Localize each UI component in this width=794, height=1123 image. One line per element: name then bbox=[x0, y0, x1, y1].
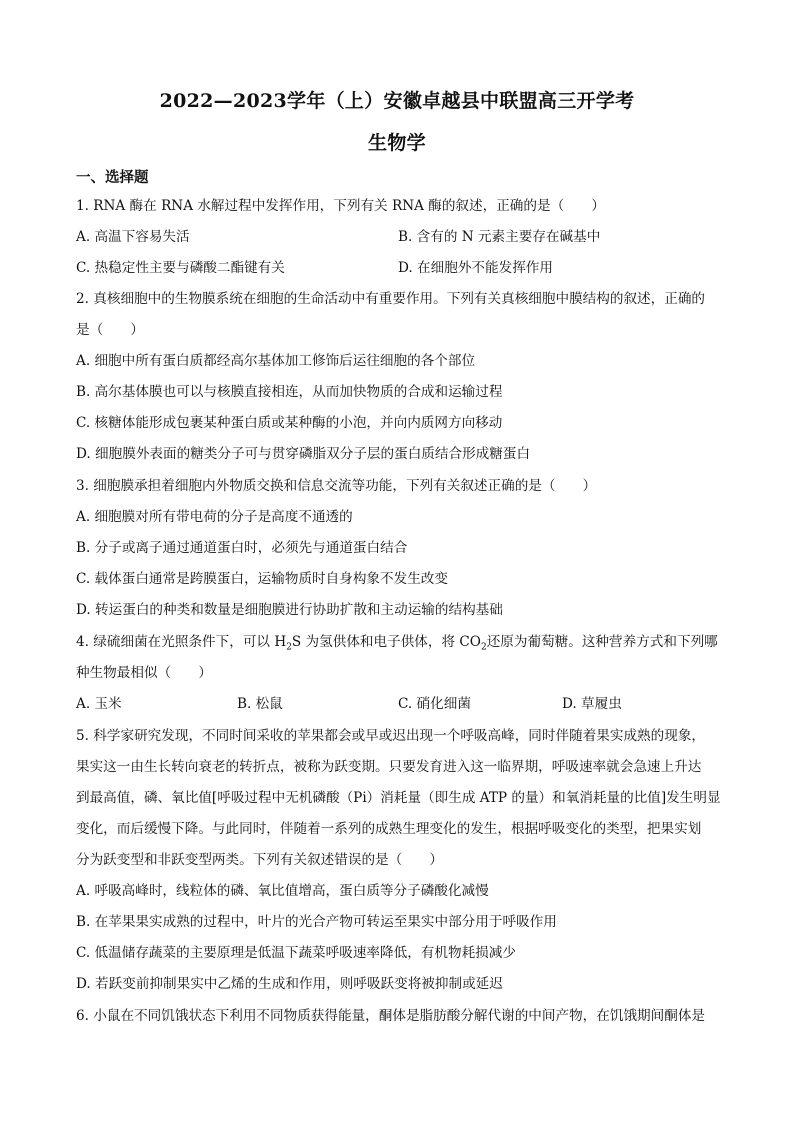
question-5-option-c: C. 低温储存蔬菜的主要原理是低温下蔬菜呼吸速率降低，有机物耗损减少 bbox=[76, 945, 516, 961]
question-4-stem-line-1 bbox=[76, 632, 718, 658]
question-3-option-b: B. 分子或离子通过通道蛋白时，必须先与通道蛋白结合 bbox=[76, 540, 408, 556]
question-4-option-a: A. 玉米 bbox=[76, 696, 122, 712]
question-2-stem-line-2: 是（ ） bbox=[76, 322, 144, 338]
question-5-stem-line-1: 5. 科学家研究发现，不同时间采收的苹果都会或早或迟出现一个呼吸高峰，同时伴随着果实成熟的现象， bbox=[76, 728, 706, 744]
question-3-stem: 3. 细胞膜承担着细胞内外物质交换和信息交流等功能，下列有关叙述正确的是（ ） bbox=[76, 478, 597, 494]
question-4-option-c: C. 硝化细菌 bbox=[398, 696, 471, 712]
subject-title: 生物学 bbox=[368, 132, 426, 154]
question-6-stem-line-1: 6. 小鼠在不同饥饿状态下利用不同物质获得能量，酮体是脂肪酸分解代谢的中间产物，在饥饿期间酮体是 bbox=[76, 1008, 706, 1024]
section-heading: 一、选择题 bbox=[76, 169, 149, 186]
question-2-option-d: D. 细胞膜外表面的糖类分子可与贯穿磷脂双分子层的蛋白质结合形成糖蛋白 bbox=[76, 446, 531, 462]
question-2-option-b: B. 高尔基体膜也可以与核膜直接相连，从而加快物质的合成和运输过程 bbox=[76, 384, 503, 400]
question-3-option-c: C. 载体蛋白通常是跨膜蛋白，运输物质时自身构象不发生改变 bbox=[76, 571, 448, 587]
question-4-stem-line-2: 种生物最相似（ ） bbox=[76, 665, 212, 681]
q4-text-part-3: 还原为葡萄糖。这种营养方式和下列哪 bbox=[486, 634, 718, 650]
q4-text-part-1: 4. 绿硫细菌在光照条件下，可以 H bbox=[76, 634, 287, 650]
question-3-option-a: A. 细胞膜对所有带电荷的分子是高度不通透的 bbox=[76, 509, 353, 525]
question-5-option-b: B. 在苹果果实成熟的过程中，叶片的光合产物可转运至果实中部分用于呼吸作用 bbox=[76, 914, 557, 930]
question-1-option-a: A. 高温下容易失活 bbox=[76, 229, 190, 245]
question-1-option-c: C. 热稳定性主要与磷酸二酯键有关 bbox=[76, 260, 285, 276]
question-1-stem: 1. RNA 酶在 RNA 水解过程中发挥作用，下列有关 RNA 酶的叙述，正确的是（ ） bbox=[76, 198, 605, 214]
question-5-stem-line-5: 分为跃变型和非跃变型两类。下列有关叙述错误的是（ ） bbox=[76, 852, 444, 868]
question-5-stem-line-3: 到最高值，磷、氧比值[呼吸过程中无机磷酸（Pi）消耗量（即生成 ATP 的量）和氧消耗量的比值]发生明显 bbox=[76, 790, 721, 806]
q4-text-part-2: S 为氢供体和电子供体，将 CO bbox=[291, 634, 481, 650]
question-2-stem-line-1: 2. 真核细胞中的生物膜系统在细胞的生命活动中有重要作用。下列有关真核细胞中膜结构的叙述，正确的 bbox=[76, 291, 706, 307]
question-5-option-a: A. 呼吸高峰时，线粒体的磷、氧比值增高，蛋白质等分子磷酸化减慢 bbox=[76, 883, 489, 899]
question-2-option-a: A. 细胞中所有蛋白质都经高尔基体加工修饰后运往细胞的各个部位 bbox=[76, 353, 476, 369]
q4-subscript-h2: 2 bbox=[286, 642, 292, 653]
question-1-option-d: D. 在细胞外不能发挥作用 bbox=[398, 260, 553, 276]
question-3-option-d: D. 转运蛋白的种类和数量是细胞膜进行协助扩散和主动运输的结构基础 bbox=[76, 602, 503, 618]
question-5-stem-line-2: 果实这一由生长转向衰老的转折点，被称为跃变期。只要发育进入这一临界期，呼吸速率就会急速上升达 bbox=[76, 759, 702, 775]
question-5-stem-line-4: 变化，而后缓慢下降。与此同时，伴随着一系列的成熟生理变化的发生，根据呼吸变化的类型，把果实划 bbox=[76, 821, 702, 837]
exam-title: 2022—2023学年（上）安徽卓越县中联盟高三开学考 bbox=[159, 90, 635, 112]
question-4-option-b: B. 松鼠 bbox=[237, 696, 283, 712]
q4-subscript-co2: 2 bbox=[480, 642, 487, 653]
question-2-option-c: C. 核糖体能形成包裹某种蛋白质或某种酶的小泡，并向内质网方向移动 bbox=[76, 415, 503, 431]
question-1-option-b: B. 含有的 N 元素主要存在碱基中 bbox=[398, 229, 601, 245]
question-5-option-d: D. 若跃变前抑制果实中乙烯的生成和作用，则呼吸跃变将被抑制或延迟 bbox=[76, 976, 503, 992]
question-4-option-d: D. 草履虫 bbox=[562, 696, 622, 712]
